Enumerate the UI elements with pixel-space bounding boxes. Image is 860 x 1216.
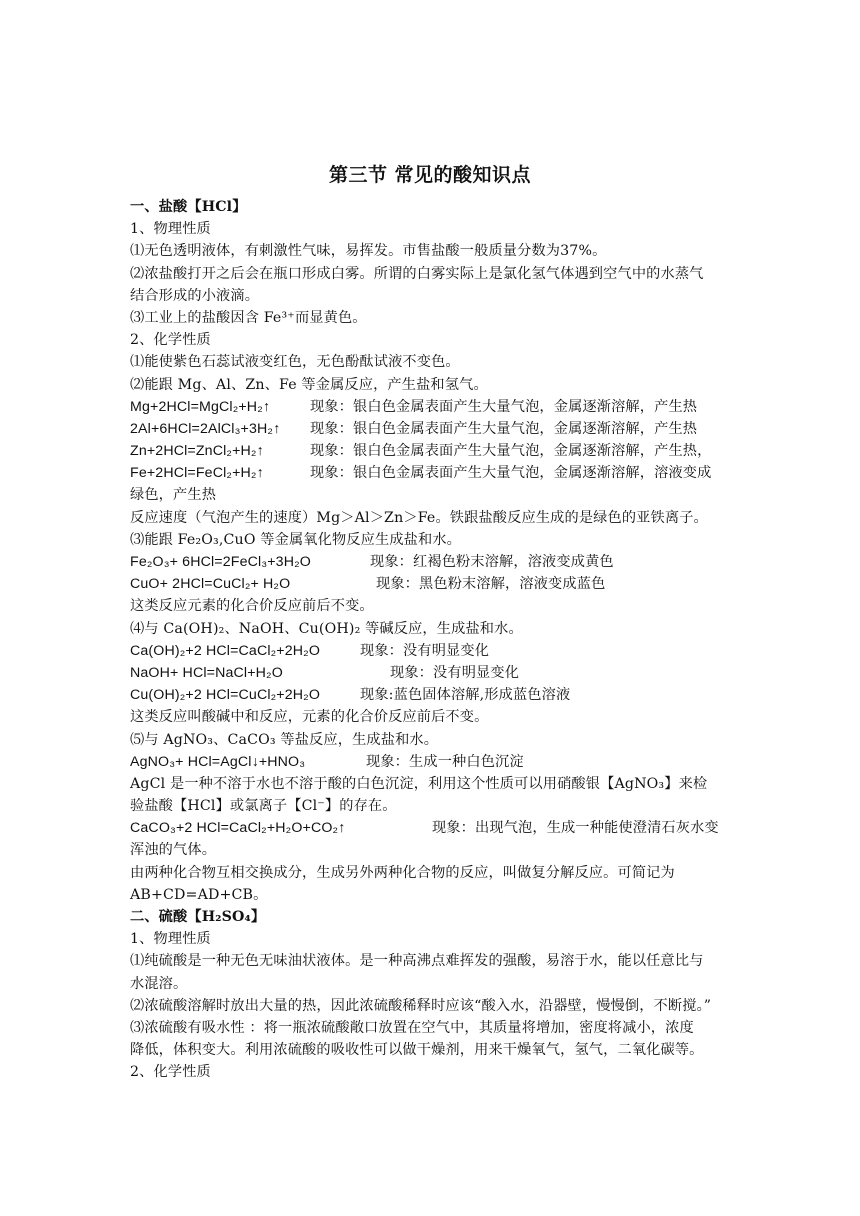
text-line: 2、化学性质 xyxy=(130,332,211,349)
chemical-equation: Cu(OH)₂+2 HCl=CuCl₂+2H₂O xyxy=(130,687,321,704)
text-line: 验盐酸【HCl】或氯离子【Cl⁻】的存在。 xyxy=(130,798,397,815)
text-line: ⑶能跟 Fe₂O₃,CuO 等金属氧化物反应生成盐和水。 xyxy=(130,531,462,548)
text-line: ⑴无色透明液体，有刺激性气味，易挥发。市售盐酸一般质量分数为37%。 xyxy=(130,243,607,260)
text-line: ⑶工业上的盐酸因含 Fe³⁺而显黄色。 xyxy=(130,309,367,326)
phenomenon-text: 现象：红褐色粉末溶解，溶液变成黄色 xyxy=(370,554,614,570)
text-line: 这类反应元素的化合价反应前后不变。 xyxy=(130,598,374,615)
phenomenon-text: 现象：没有明显变化 xyxy=(390,664,520,681)
chemical-equation: AgNO₃+ HCl=AgCl↓+HNO₃ xyxy=(130,753,306,770)
chemical-equation: Fe₂O₃+ 6HCl=2FeCl₃+3H₂O xyxy=(130,554,311,570)
page-title: 第三节 常见的酸知识点 xyxy=(328,164,532,186)
phenomenon-text: 现象：银白色金属表面产生大量气泡，金属逐渐溶解，溶液变成 xyxy=(310,465,712,482)
equation-line xyxy=(130,817,734,839)
text-line: 绿色，产生热 xyxy=(130,487,217,504)
text-line: ⑴能使紫色石蕊试液变红色，无色酚酞试液不变色。 xyxy=(130,354,460,371)
text-line: ⑸与 AgNO₃、CaCO₃ 等盐反应，生成盐和水。 xyxy=(130,731,439,748)
chemical-equation: CaCO₃+2 HCl=CaCl₂+H₂O+CO₂↑ xyxy=(130,820,346,837)
equation-line xyxy=(130,418,734,440)
equation-line xyxy=(130,751,734,773)
text-line: ⑵能跟 Mg、Al、Zn、Fe 等金属反应，产生盐和氢气。 xyxy=(130,376,488,393)
phenomenon-text: 现象:蓝色固体溶解,形成蓝色溶液 xyxy=(360,687,571,704)
text-line: AB+CD=AD+CB。 xyxy=(130,886,268,903)
equation-line xyxy=(130,462,734,484)
text-line: 降低，体积变大。利用浓硫酸的吸收性可以做干燥剂，用来干燥氧气，氢气，二氧化碳等。 xyxy=(130,1042,704,1059)
text-line: 1、物理性质 xyxy=(130,931,211,948)
text-line: 结合形成的小液滴。 xyxy=(130,287,260,304)
phenomenon-text: 现象：黑色粉末溶解，溶液变成蓝色 xyxy=(376,576,606,593)
text-line: 由两种化合物互相交换成分，生成另外两种化合物的反应，叫做复分解反应。可简记为 xyxy=(130,864,675,881)
phenomenon-text: 现象：银白色金属表面产生大量气泡，金属逐渐溶解，产生热 xyxy=(310,420,698,437)
phenomenon-text: 现象：出现气泡，生成一种能使澄清石灰水变 xyxy=(432,820,719,837)
text-line: ⑷与 Ca(OH)₂、NaOH、Cu(OH)₂ 等碱反应，生成盐和水。 xyxy=(130,620,523,637)
text-line: ⑴纯硫酸是一种无色无味油状液体。是一种高沸点难挥发的强酸，易溶于水，能以任意比与 xyxy=(130,953,704,970)
chemical-equation: CuO+ 2HCl=CuCl₂+ H₂O xyxy=(130,576,291,593)
equation-line xyxy=(130,640,734,662)
phenomenon-text: 现象：生成一种白色沉淀 xyxy=(366,753,524,770)
text-line: 反应速度（气泡产生的速度）Mg＞Al＞Zn＞Fe。铁跟盐酸反应生成的是绿色的亚铁离子。 xyxy=(130,509,708,526)
text-line: ⑶浓硫酸有吸水性 ：将一瓶浓硫酸敞口放置在空气中，其质量将增加，密度将减小，浓度 xyxy=(130,1019,694,1036)
body-text xyxy=(130,196,734,1084)
text-line: ⑵浓盐酸打开之后会在瓶口形成白雾。所谓的白雾实际上是氯化氢气体遇到空气中的水蒸气 xyxy=(130,265,704,282)
equation-line xyxy=(130,662,734,684)
chemical-equation: 2Al+6HCl=2AlCl₃+3H₂↑ xyxy=(130,420,281,437)
text-line: 1、物理性质 xyxy=(130,221,211,238)
chemical-equation: Zn+2HCl=ZnCl₂+H₂↑ xyxy=(130,443,264,460)
phenomenon-text: 现象：银白色金属表面产生大量气泡，金属逐渐溶解，产生热 xyxy=(310,398,698,415)
chemical-equation: Fe+2HCl=FeCl₂+H₂↑ xyxy=(130,465,264,482)
chemical-equation: NaOH+ HCl=NaCl+H₂O xyxy=(130,664,283,681)
equation-line xyxy=(130,396,734,418)
phenomenon-text: 现象：银白色金属表面产生大量气泡，金属逐渐溶解，产生热， xyxy=(310,443,712,460)
equation-line xyxy=(130,684,734,706)
equation-line xyxy=(130,440,734,462)
text-line: 2、化学性质 xyxy=(130,1064,211,1081)
text-line: 这类反应叫酸碱中和反应，元素的化合价反应前后不变。 xyxy=(130,709,489,726)
chemical-equation: Ca(OH)₂+2 HCl=CaCl₂+2H₂O xyxy=(130,642,321,659)
equation-line xyxy=(130,573,734,595)
section-heading: 一、盐酸【HCl】 xyxy=(130,199,247,215)
text-line: 水混溶。 xyxy=(130,975,188,992)
chemical-equation: Mg+2HCl=MgCl₂+H₂↑ xyxy=(130,398,271,415)
text-line: AgCl 是一种不溶于水也不溶于酸的白色沉淀，利用这个性质可以用硝酸银【AgNO₃】来检 xyxy=(130,775,708,792)
text-line: 浑浊的气体。 xyxy=(130,842,217,859)
phenomenon-text: 现象：没有明显变化 xyxy=(360,642,490,659)
section-heading: 二、硫酸【H₂SO₄】 xyxy=(130,909,266,925)
text-line: ⑵浓硫酸溶解时放出大量的热，因此浓硫酸稀释时应该“酸入水，沿器壁，慢慢倒，不断搅。” xyxy=(130,997,712,1014)
equation-line xyxy=(130,551,734,573)
